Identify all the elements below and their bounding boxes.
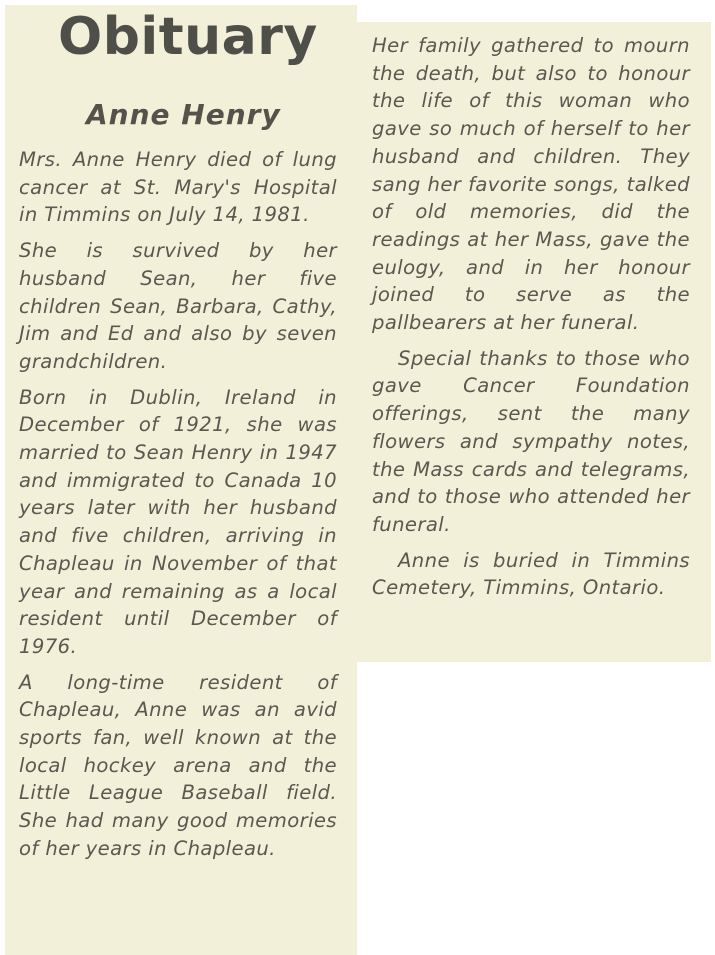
page-title: Obituary [58, 7, 318, 67]
paragraph-biography: Born in Dublin, Ireland in December of 1921, she was married to Sean Henry in 1947 and immigrated to Canada 10 years later with her husband and five children, arriving in Chapleau in November of that year and remaining as a local resident until December of 1976. [19, 385, 337, 658]
paragraph-family: Her family gathered to mourn the death, but also to honour the life of this woman who gave so much of herself to her husband and children. They sang her favorite songs, talked of old memories, did the readings at her Mass, gave the eulogy, and in her honour joined to serve as the pallbearers at her funeral. [372, 34, 690, 335]
paragraph-death: Mrs. Anne Henry died of lung cancer at St. Mary's Hospital in Timmins on July 14, 1981. [19, 148, 337, 227]
paragraph-burial: Anne is buried in Timmins Cemetery, Timmins, Ontario. [372, 548, 690, 600]
paragraph-thanks: Special thanks to those who gave Cancer Foundation offerings, sent the many flowers and sympathy notes, the Mass cards and telegrams, and to those who attended her funeral. [372, 346, 690, 536]
subject-name: Anne Henry [86, 98, 281, 131]
left-text-column [19, 146, 337, 871]
right-text-column [372, 32, 690, 610]
paragraph-survivors: She is survived by her husband Sean, her five children Sean, Barbara, Cathy, Jim and Ed and also by seven grandchildren. [19, 239, 337, 373]
paragraph-chapleau-life: A long-time resident of Chapleau, Anne was an avid sports fan, well known at the local hockey arena and the Little League Baseball field. She had many good memories of her years in Chapleau. [19, 670, 337, 860]
